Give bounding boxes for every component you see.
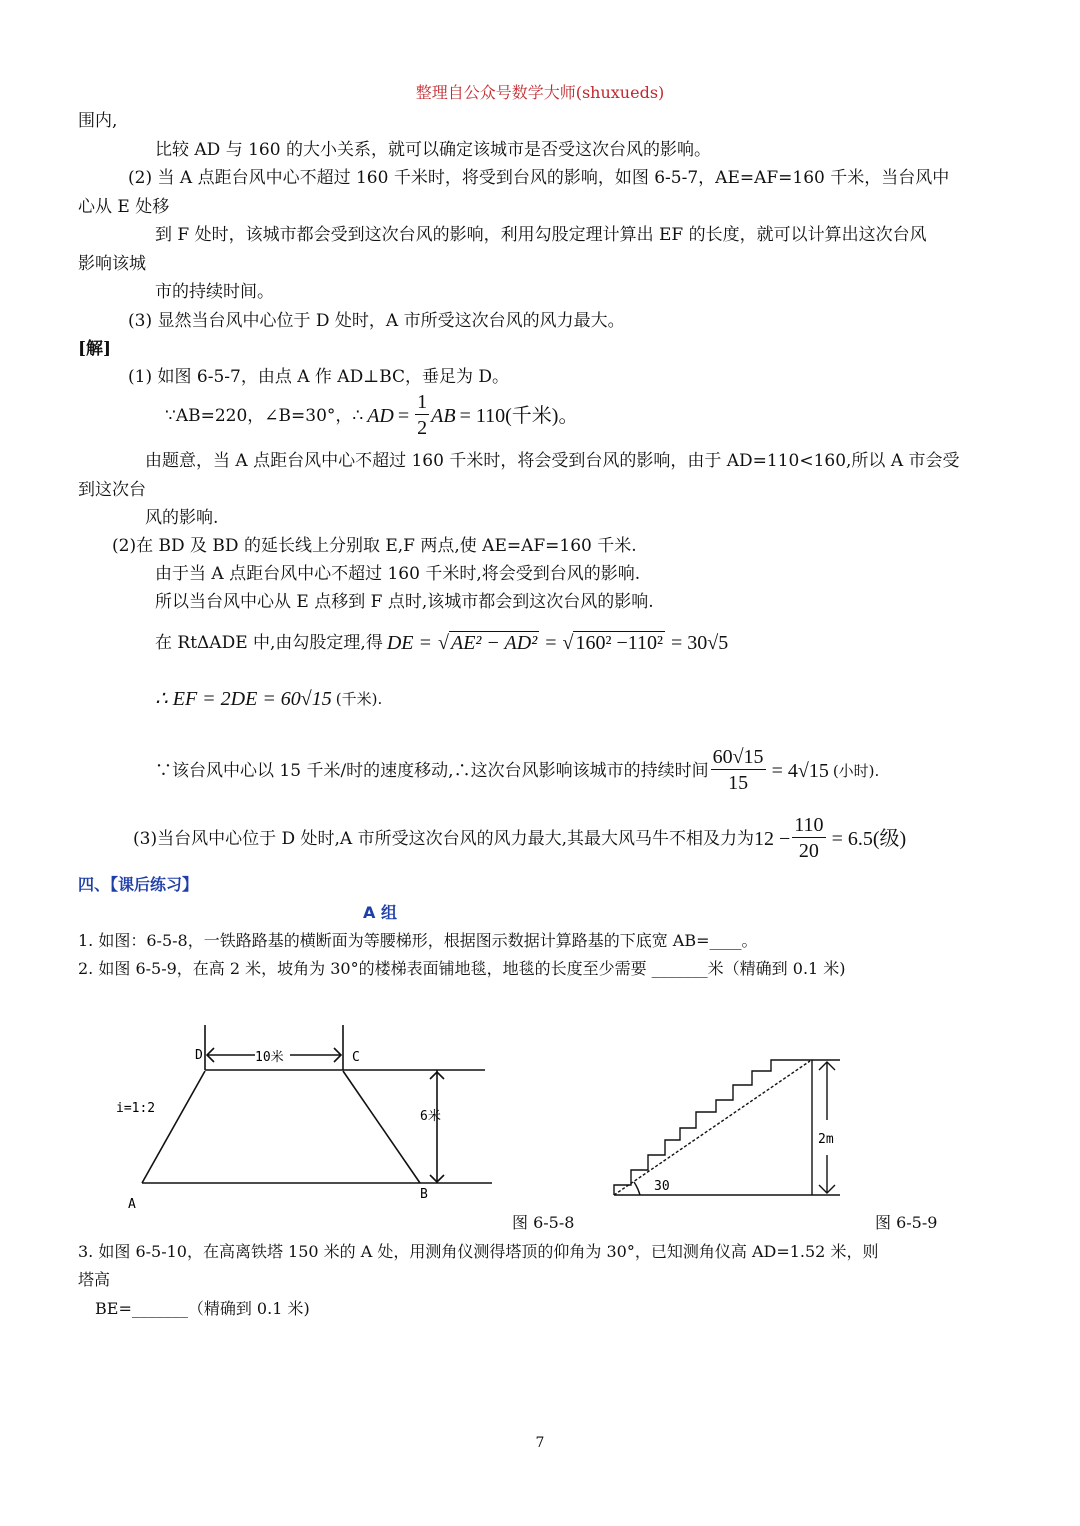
pythagoras-formula: 在 RtΔADE 中,由勾股定理,得 DE = √ AE² − AD² = √ 160² −110² = 30√5 xyxy=(155,632,729,654)
solution-text: 风的影响. xyxy=(145,508,219,528)
trapezoid-figure xyxy=(80,1015,510,1225)
fraction xyxy=(415,390,429,441)
label-b: B xyxy=(420,1187,428,1202)
formula-result: = 110(千米)。 xyxy=(459,404,579,427)
figure-caption: 图 6-5-9 xyxy=(875,1213,938,1232)
exercise-question: BE=_______（精确到 0.1 米) xyxy=(95,1299,310,1318)
formula-result: = 6.5(级) xyxy=(831,827,907,850)
watermark-header: 整理自公众号数学大师(shuxueds) xyxy=(415,83,665,102)
fraction xyxy=(792,813,825,864)
fraction-denominator: 20 xyxy=(798,840,819,862)
fraction-numerator: 60√15 xyxy=(712,746,764,768)
section-heading: 四、【课后练习】 xyxy=(78,875,199,894)
solution-text: 所以当台风中心从 E 点移到 F 点时,该城市都会到这次台风的影响. xyxy=(155,592,654,612)
unit: (千米). xyxy=(335,690,383,708)
formula-text: ∵该台风中心以 15 千米/时的速度移动,∴这次台风影响该城市的持续时间 xyxy=(155,760,709,781)
exercise-question: 1. 如图：6-5-8，一铁路路基的横断面为等腰梯形，根据图示数据计算路基的下底宽 AB=____。 xyxy=(78,931,758,950)
exercise-question: 3. 如图 6-5-10，在高离铁塔 150 米的 A 处，用测角仪测得塔顶的仰角为 30°，已知测角仪高 AD=1.52 米，则 xyxy=(78,1242,879,1261)
analysis-line: 比较 AD 与 160 的大小关系，就可以确定该城市是否受这次台风的影响。 xyxy=(155,140,711,160)
height-label: 6米 xyxy=(420,1109,441,1124)
formula-lhs: DE = xyxy=(386,632,432,654)
fraction-numerator: 110 xyxy=(794,814,824,836)
analysis-line: 心从 E 处移 xyxy=(78,197,170,217)
formula: ∴ EF = 2DE = 60√15 xyxy=(155,688,332,710)
fraction-numerator: 1 xyxy=(417,391,428,413)
analysis-line: (2) 当 A 点距台风中心不超过 160 千米时，将受到台风的影响，如图 6-5-7，AE=AF=160 千米，当台风中 xyxy=(128,168,950,188)
analysis-line: 影响该城 xyxy=(78,254,146,274)
group-heading: A 组 xyxy=(363,903,397,922)
analysis-line: 到 F 处时，该城市都会受到这次台风的影响，利用勾股定理计算出 EF 的长度，就可以计算出这次台风 xyxy=(155,225,927,245)
exercise-question: 2. 如图 6-5-9，在高 2 米，坡角为 30°的楼梯表面铺地毯，地毯的长度至少需要 _______米（精确到 0.1 米) xyxy=(78,959,846,978)
solution-text: 由于当 A 点距台风中心不超过 160 千米时,将会受到台风的影响. xyxy=(155,564,641,584)
sqrt-expression: AE² − AD² xyxy=(450,632,538,654)
formula-text: 在 RtΔADE 中,由勾股定理,得 xyxy=(155,633,383,653)
exercise-question: 塔高 xyxy=(78,1270,111,1289)
time-formula xyxy=(155,745,879,796)
solution-step: (2)在 BD 及 BD 的延长线上分别取 E,F 两点,使 AE=AF=160 千米. xyxy=(112,536,637,556)
top-width-label: 10米 xyxy=(255,1050,284,1065)
formula-lhs: AD xyxy=(367,404,394,427)
formula-result: = 4√15 xyxy=(771,759,829,782)
height-label: 2m xyxy=(818,1132,834,1147)
solution-text: 到这次台 xyxy=(78,480,146,500)
figure-caption: 图 6-5-8 xyxy=(512,1213,575,1232)
solution-formula: ∵AB=220，∠B=30°，∴ AD = $\frac{1}{2}$ AB = 110(千米)。 xyxy=(165,391,579,439)
slope-label: i=1:2 xyxy=(116,1101,156,1116)
analysis-line: (3) 显然当台风中心位于 D 处时，A 市所受这次台风的风力最大。 xyxy=(128,311,625,331)
analysis-line: 围内, xyxy=(78,111,118,131)
solution-step: (1) 如图 6-5-7，由点 A 作 AD⊥BC，垂足为 D。 xyxy=(128,367,510,387)
analysis-line: 市的持续时间。 xyxy=(155,282,274,302)
sqrt-expression: 160² −110² xyxy=(575,632,664,654)
wind-formula xyxy=(133,813,906,864)
angle-label: 30 xyxy=(654,1179,670,1194)
fraction-denominator: 15 xyxy=(728,772,749,794)
page-number: 7 xyxy=(535,1435,545,1451)
label-a: A xyxy=(128,1197,136,1212)
label-c: C xyxy=(352,1050,360,1065)
formula-rhs: AB xyxy=(431,404,456,427)
fraction xyxy=(711,745,766,796)
label-d: D xyxy=(195,1048,203,1063)
formula-lhs: 12 − xyxy=(754,827,791,850)
formula-text: ∵AB=220，∠B=30°，∴ xyxy=(165,405,364,426)
formula-text: (3)当台风中心位于 D 处时,A 市所受这次台风的风力最大,其最大风马牛不相及力为 xyxy=(133,828,755,849)
formula-result: = 30√5 xyxy=(671,632,729,654)
unit: (小时). xyxy=(832,761,880,780)
staircase-figure xyxy=(600,1040,880,1210)
solution-text: 由题意，当 A 点距台风中心不超过 160 千米时，将会受到台风的影响，由于 AD=110<160,所以 A 市会受 xyxy=(145,451,960,471)
solution-heading: [解] xyxy=(78,339,112,359)
ef-formula xyxy=(155,688,382,710)
fraction-denominator: 2 xyxy=(417,417,428,439)
